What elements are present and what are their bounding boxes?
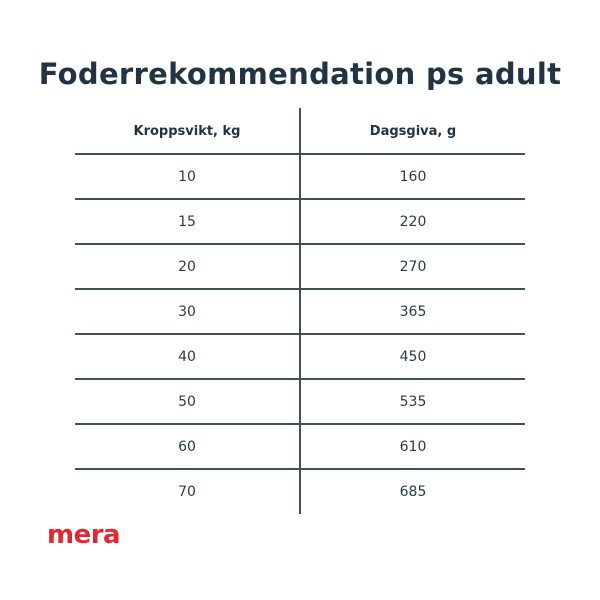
cell-daily-ration: 535 (300, 379, 525, 424)
cell-daily-ration: 270 (300, 244, 525, 289)
table-header-row (75, 108, 525, 154)
column-header-daily-ration: Dagsgiva, g (300, 108, 525, 154)
cell-daily-ration: 685 (399, 484, 427, 500)
table-row (75, 424, 525, 469)
cell-body-weight: 15 (75, 199, 300, 244)
cell-body-weight: 60 (75, 424, 300, 469)
table-row (75, 154, 525, 199)
cell-body-weight: 20 (75, 244, 300, 289)
cell-body-weight: 50 (75, 379, 300, 424)
cell-daily-ration: 450 (300, 334, 525, 379)
cell-daily-ration: 610 (300, 424, 525, 469)
cell-daily-ration: 220 (300, 199, 525, 244)
feeding-table (75, 108, 525, 514)
cell-daily-ration: 160 (300, 154, 525, 199)
page-title: Foderrekommendation ps adult (38, 57, 562, 92)
table-row (75, 289, 525, 334)
cell-body-weight: 40 (75, 334, 300, 379)
mera-logo: mera (47, 520, 121, 550)
table-row (75, 244, 525, 289)
table-row (75, 199, 525, 244)
cell-body-weight: 30 (75, 289, 300, 334)
table-row (75, 334, 525, 379)
table-row (75, 469, 525, 514)
table-row (75, 379, 525, 424)
column-header-body-weight: Kroppsvikt, kg (75, 108, 300, 154)
cell-body-weight: 10 (75, 154, 300, 199)
cell-daily-ration: 365 (300, 289, 525, 334)
cell-body-weight: 70 (75, 469, 300, 514)
